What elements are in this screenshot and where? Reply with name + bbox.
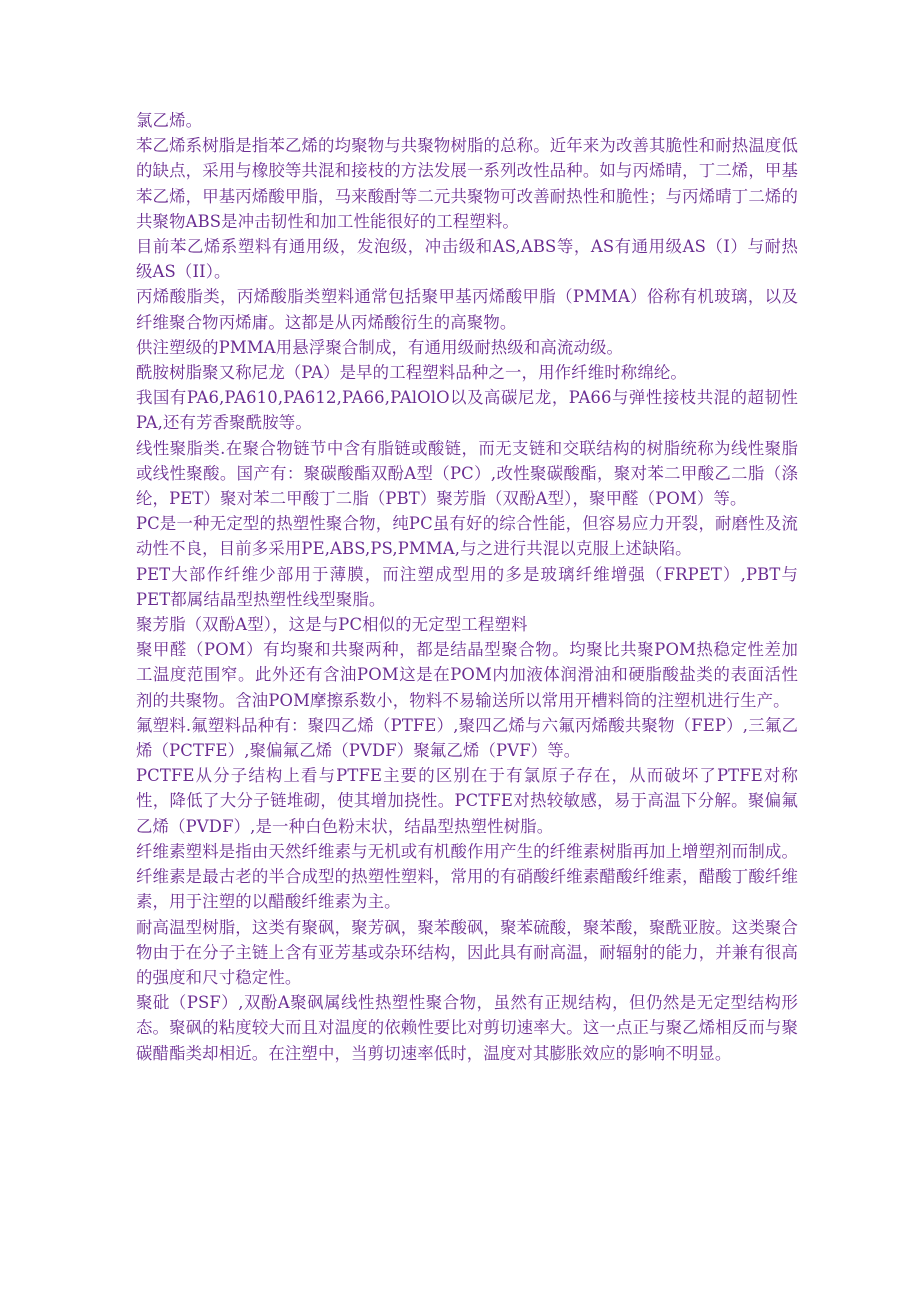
- paragraph-11: 聚芳脂（双酚A型），这是与PC相似的无定型工程塑料: [136, 615, 528, 635]
- paragraph-5: 供注塑级的PMMA用悬浮聚合制成，有通用级耐热级和高流动级。: [136, 337, 624, 357]
- paragraph-14: PCTFE从分子结构上看与PTFE主要的区别在于有氯原子存在，从而破坏了PTFE对称性，降低了大分子链堆砌，使其增加挠性。PCTFE对热较敏感，易于高温下分解。聚偏氟乙烯（PVDF）,是一种白色粉末状，结晶型热塑性树脂。: [136, 766, 798, 836]
- paragraph-8: 线性聚脂类.在聚合物链节中含有脂链或酸链，而无支链和交联结构的树脂统称为线性聚脂或线性聚酸。国产有：聚碳酸酯双酚A型（PC）,改性聚碳酸酯，聚对苯二甲酸乙二脂（涤纶，PET）聚对苯二甲酸丁二脂（PBT）聚芳脂（双酚A型），聚甲醛（POM）等。: [136, 438, 798, 509]
- paragraph-15: 纤维素塑料是指由天然纤维素与无机或有机酸作用产生的纤维素树脂再加上增塑剂而制成。纤维素是最古老的半合成型的热塑性塑料，常用的有硝酸纤维素醋酸纤维素，醋酸丁酸纤维素，用于注塑的以醋酸纤维素为主。: [136, 841, 798, 912]
- paragraph-3: 目前苯乙烯系塑料有通用级，发泡级，冲击级和AS,ABS等，AS有通用级AS（I）与耐热级AS（II）。: [136, 237, 798, 282]
- document-body: [136, 108, 798, 1066]
- paragraph-9: PC是一种无定型的热塑性聚合物，纯PC虽有好的综合性能，但容易应力开裂，耐磨性及流动性不良，目前多采用PE,ABS,PS,PMMA,与之进行共混以克服上述缺陷。: [136, 514, 798, 559]
- paragraph-10: PET大部作纤维少部用于薄膜，而注塑成型用的多是玻璃纤维增强（FRPET）,PBT与PET都属结晶型热塑性线型聚脂。: [136, 564, 798, 609]
- paragraph-16: 耐高温型树脂，这类有聚砜，聚芳砜，聚苯酸砜，聚苯硫酸，聚苯酸，聚酰亚胺。这类聚合物由于在分子主链上含有亚芳基或杂环结构，因此具有耐高温，耐辐射的能力，并兼有很高的强度和尺寸稳定性。: [136, 917, 798, 987]
- paragraph-17: 聚砒（PSF）,双酚A聚砜属线性热塑性聚合物，虽然有正规结构，但仍然是无定型结构形态。聚砜的粘度较大而且对温度的依赖性要比对剪切速率大。这一点正与聚乙烯相反而与聚碳醋酯类却相近。在注塑中，当剪切速率低时，温度对其膨胀效应的影响不明显。: [136, 993, 798, 1063]
- paragraph-2: 苯乙烯系树脂是指苯乙烯的均聚物与共聚物树脂的总称。近年来为改善其脆性和耐热温度低的缺点，采用与橡胶等共混和接枝的方法发展一系列改性品种。如与丙烯晴，丁二烯，甲基苯乙烯，甲基丙烯酸甲脂，马来酸酎等二元共聚物可改善耐热性和脆性；与丙烯晴丁二烯的共聚物ABS是冲击韧性和加工性能很好的工程塑料。: [136, 136, 798, 231]
- paragraph-4: 丙烯酸脂类，丙烯酸脂类塑料通常包括聚甲基丙烯酸甲脂（PMMA）俗称有机玻璃，以及纤维聚合物丙烯庸。这都是从丙烯酸衍生的高聚物。: [136, 287, 798, 332]
- paragraph-12: 聚甲醛（POM）有均聚和共聚两种，都是结晶型聚合物。均聚比共聚POM热稳定性差加工温度范围窄。此外还有含油POM这是在POM内加液体润滑油和硬脂酸盐类的表面活性剂的共聚物。含油POM摩擦系数小，物料不易输送所以常用开槽料筒的注塑机进行生产。: [136, 640, 798, 710]
- paragraph-6: 酰胺树脂聚又称尼龙（PA）是早的工程塑料品种之一，用作纤维时称绵纶。: [136, 363, 687, 383]
- paragraph-13: 氟塑料.氟塑料品种有：聚四乙烯（PTFE）,聚四乙烯与六氟丙烯酸共聚物（FEP）,三氟乙烯（PCTFE）,聚偏氟乙烯（PVDF）聚氟乙烯（PVF）等。: [136, 715, 798, 761]
- paragraph-7: 我国有PA6,PA610,PA612,PA66,PAlOlO以及高碳尼龙，PA66与弹性接枝共混的超韧性PA,还有芳香聚酰胺等。: [136, 388, 798, 433]
- paragraph-1: 氯乙烯。: [136, 111, 203, 130]
